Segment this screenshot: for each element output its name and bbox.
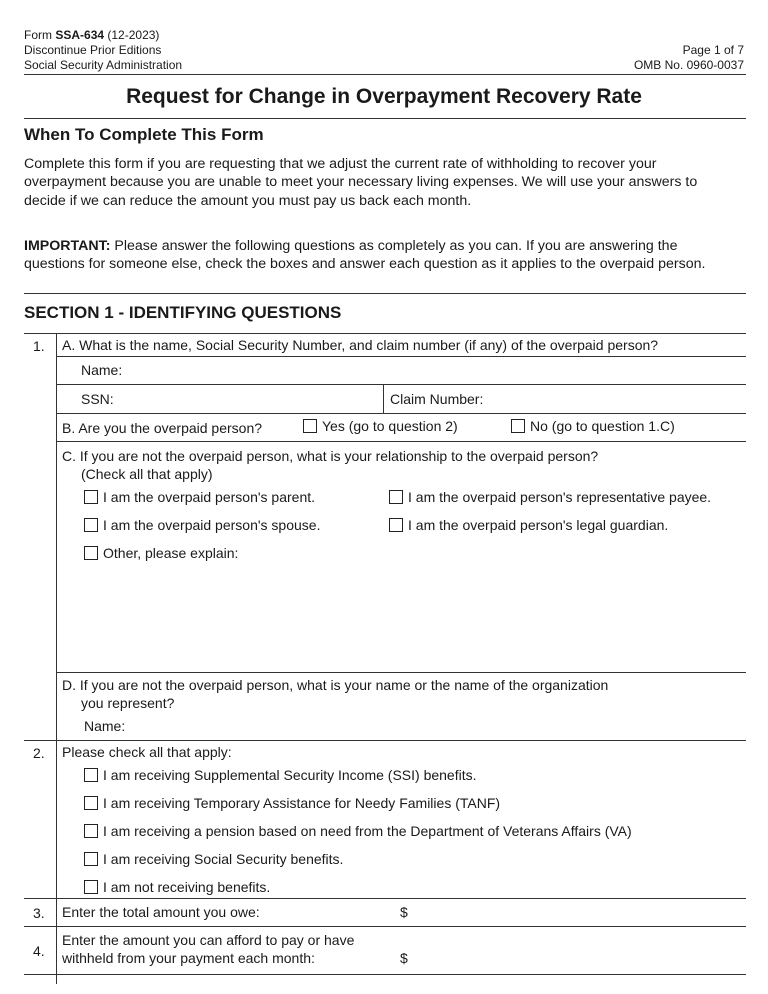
va-checkbox[interactable] [84, 824, 98, 838]
no-benefits-label: I am not receiving benefits. [103, 879, 271, 895]
social-security-label: I am receiving Social Security benefits. [103, 851, 344, 867]
q4-text-2: withheld from your payment each month: [62, 950, 315, 966]
q4-currency: $ [400, 950, 408, 966]
monthly-amount-field[interactable] [412, 930, 740, 970]
rule-1b [56, 441, 746, 442]
omb-number: OMB No. 0960-0037 [633, 58, 744, 72]
no-benefits-checkbox[interactable] [84, 880, 98, 894]
name-label: Name: [81, 362, 123, 378]
q1d-text: D. If you are not the overpaid person, what is your name or the name of the organization [62, 677, 609, 693]
name-field[interactable] [130, 358, 740, 382]
section-rule [24, 293, 746, 294]
no-label: No (go to question 1.C) [530, 418, 675, 434]
section1-heading: SECTION 1 - IDENTIFYING QUESTIONS [24, 303, 342, 322]
table-top-rule [24, 333, 746, 334]
payee-label: I am the overpaid person's representative payee. [408, 489, 712, 505]
parent-label: I am the overpaid person's parent. [103, 489, 316, 505]
page-number: Page 1 of 7 [682, 43, 744, 57]
ssn-label: SSN: [81, 391, 114, 407]
rule-name [56, 384, 746, 385]
yes-label: Yes (go to question 2) [322, 418, 458, 434]
rule-q3-end [24, 926, 746, 927]
claim-number-field[interactable] [495, 387, 740, 411]
title-rule [24, 118, 746, 119]
spouse-checkbox[interactable] [84, 518, 98, 532]
form-id [24, 28, 159, 43]
q3-currency: $ [400, 904, 408, 920]
q1a-text: A. What is the name, Social Security Number, and claim number (if any) of the overpaid person? [62, 337, 659, 353]
parent-checkbox[interactable] [84, 490, 98, 504]
rule-q1-end [24, 740, 746, 741]
page-title: Request for Change in Overpayment Recovery Rate [126, 85, 642, 108]
payee-checkbox[interactable] [389, 490, 403, 504]
social-security-checkbox[interactable] [84, 852, 98, 866]
tanf-checkbox[interactable] [84, 796, 98, 810]
guardian-checkbox[interactable] [389, 518, 403, 532]
ssn-claim-divider [383, 384, 384, 413]
rule-q4-end [24, 974, 746, 975]
guardian-label: I am the overpaid person's legal guardian. [408, 517, 669, 533]
tanf-label: I am receiving Temporary Assistance for Needy Families (TANF) [103, 795, 501, 811]
q4-text-1: Enter the amount you can afford to pay or have [62, 932, 355, 948]
agency-name: Social Security Administration [24, 58, 183, 72]
when-line-1: Complete this form if you are requesting that we adjust the current rate of withholding to recover your [24, 156, 657, 172]
q2-text: Please check all that apply: [62, 744, 232, 760]
other-label: Other, please explain: [103, 545, 239, 561]
yes-checkbox[interactable] [303, 419, 317, 433]
spouse-label: I am the overpaid person's spouse. [103, 517, 321, 533]
rule-1a [56, 356, 746, 357]
q1d-text-2: you represent? [81, 695, 175, 711]
important-paragraph [24, 237, 705, 274]
when-heading: When To Complete This Form [24, 125, 264, 144]
header-rule [24, 74, 746, 75]
rule-ssn [56, 413, 746, 414]
ssi-checkbox[interactable] [84, 768, 98, 782]
q1-number: 1. [33, 338, 45, 354]
important-line-1: Please answer the following questions as completely as you can. If you are answering the [110, 238, 678, 254]
when-line-3: decide if we can reduce the amount you must pay us back each month. [24, 192, 472, 209]
claim-number-label: Claim Number: [390, 391, 484, 407]
total-owed-field[interactable] [412, 900, 740, 924]
form-date: (12-2023) [104, 28, 160, 42]
q2-number: 2. [33, 745, 45, 761]
ssi-label: I am receiving Supplemental Security Income (SSI) benefits. [103, 767, 477, 783]
representative-name-label: Name: [84, 718, 126, 734]
va-label: I am receiving a pension based on need from the Department of Veterans Affairs (VA) [103, 823, 632, 839]
number-column-divider [56, 333, 57, 984]
form-number: SSA-634 [55, 28, 105, 42]
ssn-field[interactable] [120, 387, 378, 411]
q1c-text: C. If you are not the overpaid person, what is your relationship to the overpaid person? [62, 448, 599, 464]
q1c-hint: (Check all that apply) [81, 466, 213, 482]
rule-1c [56, 672, 746, 673]
representative-name-field[interactable] [133, 714, 740, 738]
when-line-2: overpayment because you are unable to meet your necessary living expenses. We will use your answers to [24, 174, 698, 191]
q4-number: 4. [33, 943, 45, 959]
rule-q2-end [24, 898, 746, 899]
q3-number: 3. [33, 905, 45, 921]
discontinue-note: Discontinue Prior Editions [24, 43, 162, 57]
q1b-text: B. Are you the overpaid person? [62, 420, 263, 436]
q3-text: Enter the total amount you owe: [62, 904, 260, 920]
when-paragraph [24, 155, 697, 210]
no-checkbox[interactable] [511, 419, 525, 433]
form-prefix: Form [24, 28, 56, 42]
important-line-2: questions for someone else, check the boxes and answer each question as it applies to the overpaid person. [24, 256, 706, 273]
important-label: IMPORTANT: [24, 238, 111, 254]
other-checkbox[interactable] [84, 546, 98, 560]
other-explanation-field[interactable] [84, 566, 740, 668]
